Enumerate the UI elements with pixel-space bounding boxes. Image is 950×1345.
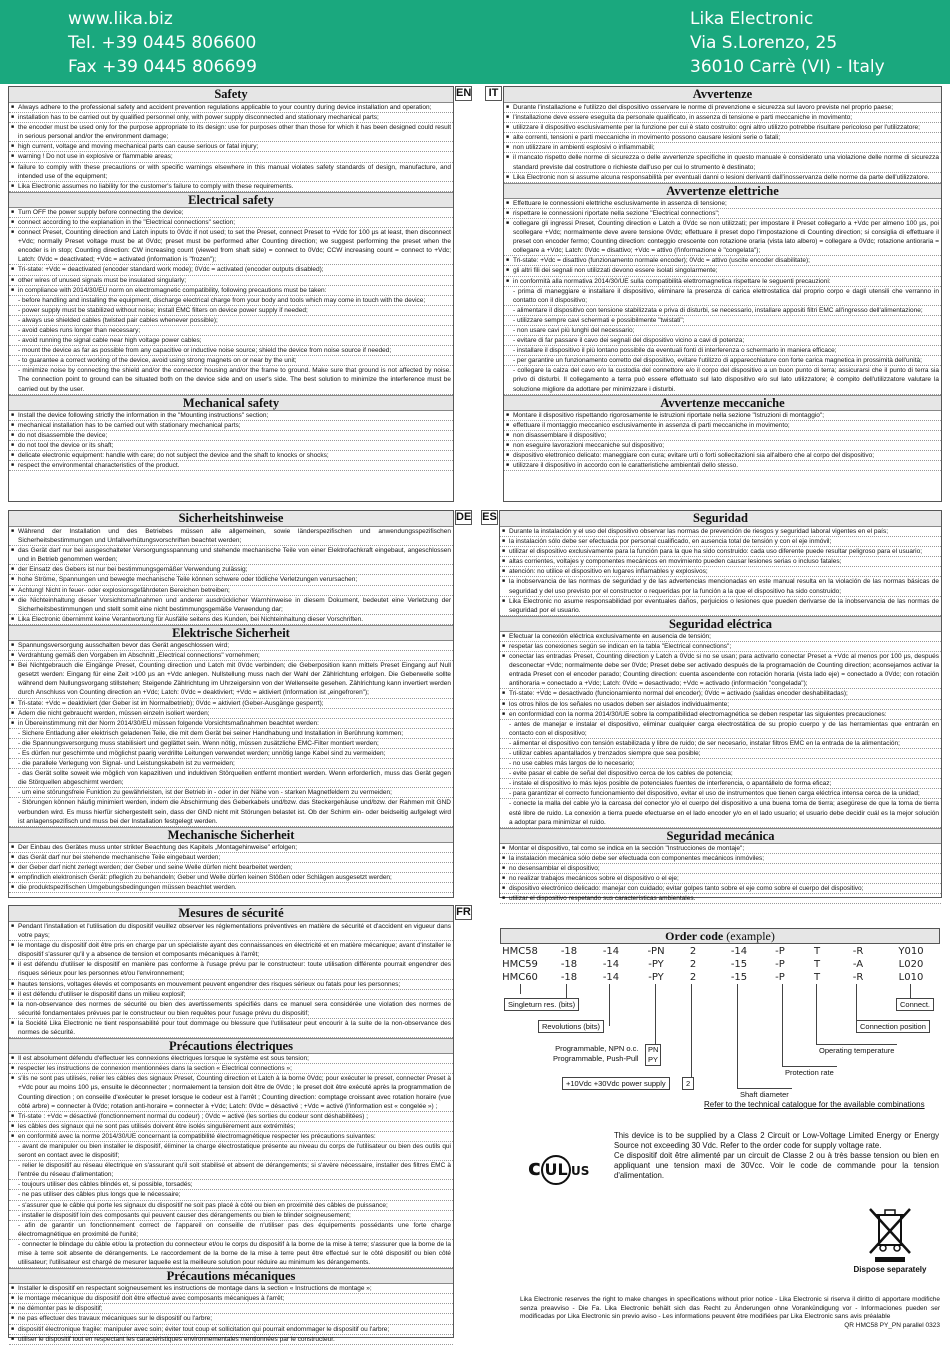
label-prog-npn: Programmable, NPN o.c. [555,1044,639,1053]
en-section [8,86,454,502]
order-code-cell: T [813,946,821,957]
list-item: - s'assurer que le câble qui porte les signaux du dispositif ne soit pas placé à côté ou bien en proximité des câbles de puissance; [9,1201,453,1211]
label-conn-pos: Connection position [856,1020,930,1033]
list-item: ■ other wires of unused signals must be insulated singularly; [9,276,453,286]
list-item: - always use shielded cables (twisted pair cables whenever possible); [9,316,453,326]
label-programmable [550,1044,641,1064]
contact-info [68,7,257,79]
es-electrical-list [500,632,941,828]
list-item: ■ Verdrahtung gemäß den Vorgaben im Abschnitt „Electrical connections" vornehmen; [9,651,453,661]
list-item: ■ the encoder must be used only for the purpose appropriate to its design: use for purposes other than those for which it has been designed could result in serious personal and/or the environment damage; [9,123,453,142]
order-code-cell: T [813,959,821,970]
crossed-bin-icon [865,1205,915,1263]
code-py: PY [648,1055,659,1064]
list-item: ■ mechanical installation has to be carried out with stationary mechanical parts; [9,421,453,431]
list-item: ■ Il est absolument défendu d'effectuer les connexions électriques lorsque le système est sous tension; [9,1054,453,1064]
list-item: ■ Effettuare le connessioni elettriche esclusivamente in assenza di tensione; [504,199,941,209]
cert-text-en: This device is to be supplied by a Class 2 Circuit or Low-Voltage Limited Energy or Energy Source not exceeding 30 Vdc. Refer to the order code for supply voltage rate. [614,1131,939,1150]
fr-electrical-list [9,1054,453,1268]
list-item: - afin de garantir un fonctionnement correct de l'appareil on conseille de n'utiliser pas des équipements possédants une forte charge électromagnétique en proximité de l'unité; [9,1221,453,1240]
list-item: ■ l'installazione deve essere eseguita da personale qualificato, in assenza di tensione e parti meccaniche in movimento; [504,113,941,123]
line-power [691,984,692,1078]
header-bar [0,0,950,84]
lang-tag-fr: FR [456,906,471,918]
label-shaft: Shaft diameter [737,1088,792,1100]
list-item: ■ la Société Lika Electronic ne tient responsabilité pour tout dommage ou blessure que l'utilisateur peut encourir à la suite de la non-observance des normes de sécurité. [9,1019,453,1038]
list-item: ■ Tri-state: +Vdc = disattivo (funzionamento normale encoder); 0Vdc = attivo (uscite encoder disabilitate); [504,256,941,266]
fr-mechanical-list [9,1284,453,1345]
order-code-cell: HMC58 [502,946,538,957]
list-item: - avant de manipuler ou bien installer le dispositif, éliminer la charge électrostatique présente au niveau du corps de l'utilisateur ou bien des outils qui seront en contact avec le dispositif; [9,1142,453,1161]
list-item: - um eine störungsfreie Funktion zu gewährleisten, ist der Betrieb in - oder in der Nähe von - starken Magnetfeldern zu vermeiden; [9,788,453,798]
list-item: ■ Adern die nicht gebraucht werden, müssen einzeln isoliert werden; [9,709,453,719]
label-output-codes [645,1044,661,1066]
list-item: - installare il dispositivo il più lontano possibile da eventuali fonti di interferenza o schermarlo in maniera efficace; [504,346,941,356]
list-item: ■ Efectuar la conexión eléctrica exclusivamente en ausencia de tensión; [500,632,941,642]
list-item: - alimentare il dispositivo con tensione stabilizzata e priva di disturbi, se necessario, installare appositi filtri EMC all'ingresso dell'alimentazione; [504,306,941,316]
list-item: ■ ne pas effectuer des travaux mécaniques sur le dispositif ou l'arbre; [9,1314,453,1324]
list-item: ■ respetar las conexiones según se indican en la tabla "Electrical connections"; [500,642,941,652]
line-revolutions [609,984,610,1026]
fr-safety-title: Mesures de sécurité [9,906,453,922]
es-mechanical-list [500,844,941,905]
de-electrical-list [9,641,453,827]
list-item: ■ en conformidad con la norma 2014/30/UE sobre la compatibilidad electromagnética se deben respetar las siguientes precauciones: [500,710,941,720]
fr-electrical-title: Précautions électriques [9,1038,453,1054]
order-code-cell: -A [852,959,864,970]
list-item: ■ dispositivo electrónico delicado: manejar con cuidado; evitar golpes tanto sobre el eje como sobre el cuerpo del dispositivo; [500,884,941,894]
list-item: ■ Montare il dispositivo rispettando rigorosamente le istruzioni riportate nella sezione "Istruzioni di montaggio"; [504,411,941,421]
dispose-text: Dispose separately [853,1265,927,1274]
en-electrical-title: Electrical safety [9,192,453,208]
list-item: ■ Installer le dispositif en respectant soigneusement les instructions de montage dans la section « Instructions de montage »; [9,1284,453,1294]
list-item: ■ Pendant l'installation et l'utilisation du dispositif veuillez observer les réglementations préventives en matière de sécurité et d'accident en vigueur dans votre pays; [9,922,453,941]
order-code-cell: HMC60 [502,972,538,983]
line-protection [782,984,783,1072]
lang-tag-en: EN [456,87,472,99]
order-code-cell: -14 [602,959,620,970]
list-item: ■ Install the device following strictly the information in the "Mounting instructions" section; [9,411,453,421]
order-code-cell: -P [775,946,785,957]
list-item: - no use cables más largos de lo necesario; [500,759,941,769]
list-item: ■ non utilizzare in ambienti esplosivi o infiammabili; [504,143,941,153]
list-item: ■ il est défendu d'utiliser le dispositif dans un milieu explosif; [9,990,453,1000]
list-item: ■ Lika Electronic übernimmt keine Verantwortung für Ausfälle seitens des Kunden, bei Nichteinhaltung dieser Vorschriften. [9,615,453,625]
list-item: ■ respecter les instructions de connexion mentionnées dans la section « Electrical connections »; [9,1064,453,1074]
lang-tag-es: ES [482,511,497,523]
label-temp: Operating temperature [816,1044,897,1056]
list-item: - evitare di far passare il cavo dei segnali del dispositivo vicino a cavi di potenza; [504,336,941,346]
list-item: - instale el dispositivo lo más lejos posible de potenciales fuentes de interferencia, o apantállelo de forma eficaz; [500,779,941,789]
footer [520,1296,940,1330]
list-item: - avoid running the signal cable near high voltage power cables; [9,336,453,346]
it-electrical-title: Avvertenze elettriche [504,183,941,199]
list-item: - evite pasar el cable de señal del dispositivo cerca de los cables de potencia; [500,769,941,779]
list-item: ■ no desensamblar el dispositivo; [500,864,941,874]
en-safety-title: Safety [9,87,453,103]
list-item: ■ high current, voltage and moving mechanical parts can cause serious or fatal injury; [9,142,453,152]
fax-text: Fax +39 0445 806699 [68,57,257,77]
line-shaft [737,984,738,1092]
order-code-diagram [500,928,940,1116]
order-code-title-text: Order code [665,929,724,943]
de-mechanical-list [9,843,453,893]
list-item: - to guarantee a correct working of the device, avoid using strong magnets on or near by the unit; [9,356,453,366]
city-text: 36010 Carrè (VI) - Italy [690,57,885,77]
certification-text [614,1131,939,1181]
it-safety-title: Avvertenze [504,87,941,103]
list-item: - non usare cavi più lunghi del necessario; [504,326,941,336]
es-safety-title: Seguridad [500,511,941,527]
list-item: ■ failure to comply with these precautions or with specific warnings elsewhere in this manual violates safety standards of design, manufacture, and intended use of the equipment; [9,163,453,182]
phone-text: Tel. +39 0445 806600 [68,33,257,53]
list-item: ■ utilizzare il dispositivo esclusivamente per la funzione per cui è stato costruito: ogni altro utilizzo potrebbe risultare pericoloso per l'utilizzatore; [504,123,941,133]
list-item: ■ Durante la instalación y el uso del dispositivo observar las normas de prevención de riesgos y seguridad laboral vigentes en el país; [500,527,941,537]
label-connect: Connect. [896,998,934,1011]
list-item: - Sichere Entladung aller elektrisch geladenen Teile, die mit dem Gerät bei seiner Handhabung und Installation in Berührung kommen; [9,729,453,739]
list-item: - die parallele Verlegung von Signal- und Leistungskabeln ist zu vermeiden; [9,759,453,769]
list-item: - conecte la malla del cable y/o la carcasa del conector y/o el cuerpo del dispositivo a una buena toma de tierra; asegúrese de que la toma de tierra esté libre de ruido. La conexión a tierra puede efectuarse en el lado encoder y/o en el lado usuario; el usuario debe decidir cuál es la mejor solución a adoptar para minimizar el ruido. [500,799,941,827]
ul-logo: c UL US [528,1155,589,1185]
list-item: ■ il est défendu d'utiliser le dispositif en manière pas conforme à l'usage prévu par le constructeur: toute utilisation différente pourrait engendrer des risques sérieux pour les personnes et/ou l'environnement; [9,960,453,979]
es-safety-list [500,527,941,616]
list-item: ■ installation has to be carried out by qualified personnel only, with power supply disconnected and stationary mechanical parts; [9,113,453,123]
list-item: ■ in Übereinstimmung mit der Norm 2014/30/EU müssen folgende Vorsichtsmaßnahmen beachtet werden: [9,719,453,729]
fr-safety-list [9,922,453,1038]
label-power: +10Vdc +30Vdc power supply [562,1077,670,1090]
list-item: ■ Der Einbau des Gerätes muss unter strikter Beachtung des Kapitels „Montagehinweise" erfolgen; [9,843,453,853]
order-code-cell: L020 [898,959,924,970]
list-item: - das Gerät sollte soweit wie möglich von kapazitiven und induktiven Störquellen entfernt montiert werden. Wenn erforderlich, muss das Gerät gegen die Störquellen abgeschirmt werden; [9,769,453,788]
list-item: - power supply must be stabilized without noise; install EMC filters on device power supply if needed; [9,306,453,316]
list-item: - Es dürfen nur geschirmte und möglichst paarig verdrillte Leitungen verwendet werden; unnötig lange Kabel sind zu vermeiden; [9,749,453,759]
list-item: - per garantire un funzionamento corretto del dispositivo, evitare l'utilizzo di apparecchiature con forte carica magnetica in prossimità dell'unità; [504,356,941,366]
line-conn-pos [856,984,857,1024]
list-item: ■ in compliance with 2014/30/EU norm on electromagnetic compatibility, following precautions must be taken: [9,286,453,296]
label-power-code: 2 [682,1077,694,1090]
list-item: ■ il mancato rispetto delle norme di sicurezza o delle avvertenze specifiche in questo manuale è considerato una violazione delle norme di sicurezza standard previste dal costruttore o richieste dall'uso per cui lo strumento è destinato; [504,153,941,172]
order-code-title-suffix: (example) [726,929,775,943]
list-item: ■ ne démonter pas le dispositif; [9,1304,453,1314]
order-code-cell: -PY [648,959,664,970]
order-code-cell: -P [775,972,785,983]
fr-section [8,905,454,1343]
document-reference: QR HMC58 PY_PN parallel 0323 [844,1321,940,1329]
order-code-cell: L010 [898,972,924,983]
it-mechanical-title: Avvertenze meccaniche [504,395,941,411]
list-item: ■ Lika Electronic no asume responsabilidad por eventuales daños, perjuicios o lesiones que pueden derivarse de la inobservancia de las normas de seguridad por el usuario. [500,597,941,616]
list-item: ■ Tri-state: +Vdc = desactivado (funcionamiento normal del encoder); 0Vdc = activado (salidas encoder deshabilitadas); [500,689,941,699]
list-item: ■ connect Preset, Counting direction and Latch inputs to 0Vdc if not used; to set the Preset, connect Preset to +Vdc for 100 µs at least, then disconnect +Vdc; normally Preset voltage must be at 0Vdc; preset must be performed after Counting direction; we suggest performing the preset when the encoder is in stop; Counting direction: CW increasing count (viewed from shaft side) = connect to 0Vdc; CCW increasing count = connect to +Vdc; Latch: 0Vdc = deactivated; +Vdc = activated (information is "frozen"); [9,228,453,265]
es-mechanical-title: Seguridad mecánica [500,828,941,844]
order-code-cell: -14 [730,946,748,957]
list-item: - alimentar el dispositivo con tensión estabilizada y libre de ruido; de ser necesario, instalar filtros EMC en la entrada de la alimentación; [500,739,941,749]
order-code-cell: -R [852,946,864,957]
list-item: ■ effettuare il montaggio meccanico esclusivamente in assenza di parti meccaniche in movimento; [504,421,941,431]
catalog-reference: Refer to the technical catalogue for the available combinations [704,1100,925,1109]
en-mechanical-list [9,411,453,472]
list-item: ■ Achtung! Nicht in feuer- oder explosionsgefährdeten Bereichen betreiben; [9,586,453,596]
list-item: ■ Bei Nichtgebrauch die Eingänge Preset, Counting direction und Latch mit 0Vdc verbinden; die Geberposition kann mittels Preset Eingang auf Null gesetzt werden: Eingang für eine Zeit >100 µs an +Vdc anlegen. Nullstellung muss nach der Wahl der Zählrichtung erfolgen. Die Geberwelle sollte während dem Nullungsvorgang stillstehen; Steigende Zählrichtung im Uhrzeigersinn von der Wellenseite gesehen. Zählrichtung kann invertiert werden durch Anschluss von Counting direction an +Vdc; Latch: 0Vdc = deaktiviert; +Vdc = aktiviert (Information ist „eingefroren"); [9,661,453,698]
order-code-cell: 2 [689,972,697,983]
list-item: ■ Montar el dispositivo, tal como se indica en la sección "Instrucciones de montaje"; [500,844,941,854]
order-code-cell: -P [775,959,785,970]
list-item: - ne pas utiliser des câbles plus longs que le nécessaire; [9,1190,453,1200]
list-item: ■ los otros hilos de los señales no usados deben ser aislados individualmente; [500,700,941,710]
list-item: ■ atención: no utilice el dispositivo en lugares inflamables y explosivos; [500,567,941,577]
list-item: ■ conectar las entradas Preset, Counting direction y Latch a 0Vdc si no se usan; para activarlo conectar Preset a +Vdc al menos por 100 µs, después desconectar +Vdc; normalmente debe ser 0Vdc; Preset debe ser activado después de la programación de Counting direction; aconsejamos activar la entrada Preset con el encoder parado; Counting direction: cuenta ascendente con rotación horaria (vista lado eje) = conectado a 0Vdc; con rotación antihoraria = conectado a +Vdc; Latch: 0Vdc = desactivado; +Vdc = activado (información "congelada"); [500,652,941,689]
label-singleturn: Singleturn res. (bits) [504,998,579,1011]
cert-text-fr: Ce dispositif doit être alimenté par un circuit de Classe 2 ou à très basse tension ou bien en appliquant une tension maxi de 30Vcc. Voir le code de commande pour la tension d'alimentation. [614,1151,939,1180]
order-code-cell: Y010 [898,946,924,957]
list-item: ■ die Nichteinhaltung dieser Vorsichtsmaßnahmen und anderer ausdrücklicher Warnhinweise in diesem Dokument, bedeutet eine Verletzung der Sicherheitsbestimmungen und stellt somit eine nicht bestimmungsgemäße Verwendung dar; [9,596,453,615]
list-item: ■ Spannungsversorgung ausschalten bevor das Gerät angeschlossen wird; [9,641,453,651]
es-section [499,510,942,903]
list-item: ■ Tri-state: +Vdc = deaktiviert (der Geber ist im Normalbetrieb); 0Vdc = aktiviert (Geber-Ausgänge gesperrt); [9,699,453,709]
list-item: ■ la instalación sólo debe ser efectuada por personal cualificado, en ausencia total de tensión y con el eje inmóvil; [500,537,941,547]
list-item: ■ le montage mécanique du dispositif doit être effectué avec composants mécaniques à l'arrêt; [9,1294,453,1304]
list-item: ■ das Gerät darf nur bei ausgeschalteter Versorgungsspannung und stehende mechanische Teile von einer Elektrofachkraft eingebaut, angeschlossen und in Betrieb genommen werden; [9,546,453,565]
list-item: ■ hohe Ströme, Spannungen und bewegte mechanische Teile können schwere oder tödliche Verletzungen verursachen; [9,575,453,585]
list-item: - minimize noise by connecting the shield and/or the connector housing and/or the frame to ground. Make sure that ground is not affected by noise. The connection point to ground can be situated both on the device side and on user's side. The best solution to minimize the interference must be carried out by the user. [9,366,453,394]
order-code-row [500,946,940,959]
list-item: ■ la non-observance des normes de sécurité ou bien des avertissements spécifiés dans ce manuel sera considérée une violation des normes de sécurité fondamentales prévues par le constructeur ou bien requêtes pour l'usage prévu du dispositif; [9,1000,453,1019]
en-safety-list [9,103,453,192]
list-item: ■ der Einsatz des Gebers ist nur bei bestimmungsgemäßer Verwendung zulässig; [9,565,453,575]
list-item: ■ s'ils ne sont pas utilisés, relier les câbles des signaux Preset, Counting direction et Latch à la borne 0Vdc; pour exécuter le preset, connecter Preset à +Vdc pour au moins 100 µs, ensuite le déconnecter ; normalement la tension doit être de 0Vdc ; le preset doit être exécuté après la programmation de Counting direction ; on conseille d'exécuter le preset lorsque le codeur est à l'arrêt ; Counting direction: comptage croissant avec rotation horaire (vue côté arbre) = connecter à 0Vdc; rotation anti-horaire = connecter à +Vdc; Latch: 0Vdc = désactivé ; +Vdc = activé (l'information est « congelée ») ; [9,1074,453,1111]
list-item: ■ non disassemblare il dispositivo; [504,431,941,441]
list-item: ■ Tri-state: +Vdc = deactivated (encoder standard work mode); 0Vdc = activated (encoder outputs disabled); [9,265,453,275]
it-mechanical-list [504,411,941,472]
order-code-cell: -R [852,972,864,983]
list-item: ■ Turn OFF the power supply before connecting the device; [9,208,453,218]
order-code-cell: -15 [730,959,748,970]
list-item: ■ utilizzare il dispositivo in accordo con le caratteristiche ambientali dello stesso. [504,461,941,471]
list-item: ■ die produktspezifischen Umgebungsbedingungen müssen beachtet werden. [9,883,453,893]
label-protection: Protection rate [782,1066,837,1078]
list-item: ■ utiliser le dispositif tout en respectant les caractéristiques environnementales mentionnées par le constructeur. [9,1335,453,1345]
list-item: ■ les câbles des signaux qui ne sont pas utilisés doivent être isolés singulièrement aux extrémités; [9,1122,453,1132]
order-code-cell: -PY [648,972,664,983]
order-code-cell: T [813,972,821,983]
en-electrical-list [9,208,453,395]
it-section [503,86,942,502]
order-code-cell: -15 [730,972,748,983]
order-code-cell: -18 [560,972,578,983]
list-item: ■ Tri-state : +Vdc = désactivé (fonctionnement normal du codeur) ; 0Vdc = activé (les sorties du codeur sont déshabilitées) ; [9,1112,453,1122]
list-item: - relier le dispositif au réseau électrique en s'assurant qu'il soit stabilisé et absent de dérangements; si s'avère nécessaire, installer des filtres EMC à l'entrée du réseau d'alimentation; [9,1161,453,1180]
list-item: ■ Während der Installation und des Betriebes müssen alle allgemeinen, sowie länderspezifischen und anwendungsspezifischen Sicherheitsbestimmungen und Unfallverhütungsvorschriften beachtet werden; [9,527,453,546]
list-item: ■ rispettare le connessioni riportate nella sezione "Electrical connections"; [504,209,941,219]
order-code-title [500,928,940,944]
de-safety-list [9,527,453,625]
line-temp [816,984,817,1048]
de-section [8,510,454,898]
website-text: www.lika.biz [68,9,173,29]
street-text: Via S.Lorenzo, 25 [690,33,838,53]
list-item: ■ der Geber darf nicht zerlegt werden; der Geber und seine Welle dürfen nicht bearbeitet werden; [9,863,453,873]
list-item: ■ non eseguire lavorazioni meccaniche sul dispositivo; [504,441,941,451]
fr-mechanical-title: Précautions mécaniques [9,1268,453,1284]
list-item: ■ das Gerät darf nur bei stehende mechanische Teile eingebaut werden; [9,853,453,863]
list-item: ■ utilizar el dispositivo respetando sus características ambientales. [500,894,941,904]
line-model [520,984,521,994]
order-code-cell: -PN [647,946,665,957]
list-item: ■ delicate electronic equipment: handle with care; do not subject the device and the shaft to knocks or shocks; [9,451,453,461]
list-item: - Störungen können häufig minimiert werden, indem die Abschirmung des Geberkabels und/bzw. das Steckergehäuse und/bzw. der Rahmen mit GND verbunden wird. Es muss hierfür sichergestellt sein, dass der GND nicht mit Störungen belastet ist. Ob der Schirm ein- oder beidseitig aufgelegt wird ist anlagenspezifisch und muss bei der Installation festgelegt werden. [9,798,453,826]
label-revolutions: Revolutions (bits) [538,1020,604,1033]
de-electrical-title: Elektrische Sicherheit [9,625,453,641]
certification-block [520,1125,940,1199]
list-item: ■ do not disassemble the device; [9,431,453,441]
list-item: ■ dispositif électronique fragile: manipuler avec soin; éviter tout coup et sollicitation qui pourrait endommager le dispositif ou l'arbre; [9,1325,453,1335]
list-item: - toujours utiliser des câbles blindés et, si possible, torsadés; [9,1180,453,1190]
list-item: - installer le dispositif loin des composants qui peuvent causer des dérangements ou bien le blinder soigneusement; [9,1211,453,1221]
list-item: ■ no realizar trabajos mecánicos sobre el dispositivo o el eje; [500,874,941,884]
list-item: ■ Lika Electronic assumes no liability for the customer's failure to comply with these requirements. [9,182,453,192]
de-safety-title: Sicherheitshinweise [9,511,453,527]
order-code-cell: -18 [560,959,578,970]
it-safety-list [504,103,941,183]
order-code-cell: 2 [689,959,697,970]
list-item: ■ do not tool the device or its shaft; [9,441,453,451]
order-code-row [500,959,940,972]
order-code-cell: 2 [689,946,697,957]
list-item: ■ le montage du dispositif doit être pris en charge par un spécialiste ayant des connaissances en électricité et en matière mécanique; avant d'installer le dispositif s'assurer qu'il y a absence de tension et composants mécaniques à l'arrêt; [9,941,453,960]
code-pn: PN [648,1045,659,1054]
list-item: ■ hautes tensions, voltages élevés et composants en mouvement peuvent engendrer des risques sérieux ou fatals pour les personnes; [9,980,453,990]
list-item: ■ dispositivo elettronico delicato: maneggiare con cura; evitare urti o forti sollecitazioni sia all'albero che al corpo del dispositivo; [504,451,941,461]
list-item: ■ gli altri fili dei segnali non utilizzati devono essere isolati singolarmente; [504,266,941,276]
list-item: ■ connect according to the explanation in the "Electrical connections" section; [9,218,453,228]
list-item: ■ in conformità alla normativa 2014/30/UE sulla compatibilità elettromagnetica rispettare le seguenti precauzioni: [504,277,941,287]
company-address [690,7,885,79]
list-item: ■ altas corrientes, voltajes y componentes mecánicos en movimiento pueden causar lesiones serias o incluso fatales; [500,557,941,567]
order-code-cell: -14 [602,946,620,957]
company-name: Lika Electronic [690,9,814,29]
list-item: - before handling and installing the equipment, discharge electrical charge from your body and tools which may come in touch with the device; [9,296,453,306]
list-item: ■ empfindlich elektronisch Gerät: pfleglich zu behandeln; Geber und Welle dürfen keinen Stößen oder Schlägen ausgesetzt werden; [9,873,453,883]
list-item: ■ Lika Electronic non si assume alcuna responsabilità per eventuali danni o lesioni derivanti dall'inosservanza delle norme da parte dell'utilizzatore. [504,173,941,183]
list-item: - prima di maneggiare e installare il dispositivo, eliminare la presenza di carica elettrostatica dal proprio corpo e dagli utensili che verranno in contatto con il dispositivo; [504,287,941,306]
list-item: ■ respect the environmental characteristics of the product. [9,461,453,471]
list-item: ■ Always adhere to the professional safety and accident prevention regulations applicable to your country during device installation and operation; [9,103,453,113]
de-mechanical-title: Mechanische Sicherheit [9,827,453,843]
list-item: ■ utilizar el dispositivo exclusivamente para la función para la que ha sido construido: cada uso diferente puede resultar peligroso para el usuario; [500,547,941,557]
list-item: - utilizzare sempre cavi schermati e possibilmente "twistati"; [504,316,941,326]
en-mechanical-title: Mechanical safety [9,395,453,411]
list-item: ■ la inobservancia de las normas de seguridad y de las advertencias mencionadas en este manual resulta en la violación de las normas básicas de seguridad y del uso previsto por el constructor o requeridas por la función a la que el dispositivo ha sido construido; [500,577,941,596]
list-item: - connecter le blindage du câble et/ou la protection du connecteur et/ou le corps du dispositif à la borne de la mise à terre; s'assurer que la borne de la mise à terre soit absente de dérangements. Le raccordement de la borne de la mise à terre peut être effectué sur le côté dispositif ou bien côté utilisateur; l'utilisateur est chargé de mesurer laquelle est la meilleure solution pour réduire au minimum les dérangements. [9,1240,453,1268]
order-code-cell: -14 [602,972,620,983]
order-code-cell: -18 [560,946,578,957]
list-item: ■ alte correnti, tensioni e parti meccaniche in movimento possono causare lesioni serie o fatali; [504,133,941,143]
label-prog-pp: Programmable, Push-Pull [553,1054,639,1063]
list-item: ■ la instalación mecánica sólo debe ser efectuada con componentes mecánicos inmóviles; [500,854,941,864]
list-item: ■ collegare gli ingressi Preset, Counting direction e Latch a 0Vdc se non utilizzati; per impostare il Preset collegarlo a +Vdc per almeno 100 µs, poi scollegare +Vdc; normalmente deve avere tensione 0Vdc; effettuare il preset dopo l'impostazione di Counting direction; si consiglia di effettuare il preset con encoder fermo; Counting direction: conteggio crescente con rotazione oraria (vista lato albero) = collegare a 0Vdc; rotazione antioraria = collegare a +Vdc; Latch: 0Vdc = disattivo; +Vdc = attivo (l'informazione è "congelata"); [504,219,941,256]
list-item: ■ warning ! Do not use in explosive or flammable areas; [9,152,453,162]
es-electrical-title: Seguridad eléctrica [500,616,941,632]
line-output [655,984,656,1046]
list-item: - mount the device as far as possible from any capacitive or inductive noise source; shield the device from noise source if needed; [9,346,453,356]
list-item: - collegare la calza del cavo e/o la custodia del connettore e/o il corpo del dispositivo a un buon punto di terra; assicurarsi che il punto di terra sia privo di disturbi. Il collegamento a terra può essere effettuato sul lato dispositivo e/o sul lato utilizzatore; è compito dell'utilizzatore valutare la soluzione migliore da adottare per minimizzare i disturbi. [504,366,941,394]
weee-block [840,1205,940,1274]
list-item: - utilizar cables apantallados y trenzados siempre que sea posible; [500,749,941,759]
list-item: - avoid cables runs longer than necessary; [9,326,453,336]
lang-tag-it: IT [485,86,502,101]
lang-tag-de: DE [456,511,472,523]
list-item: ■ en conformité avec la norme 2014/30/UE concernant la compatibilité électromagnétique respecter les précautions suivantes: [9,1132,453,1142]
list-item: - die Spannungsversorgung muss stabilisiert und geglättet sein. Wenn nötig, müssen zusätzliche EMC-Filter montiert werden; [9,739,453,749]
disclaimer-text: Lika Electronic reserves the right to make changes in specifications without prior notice - Lika Electronic si riserva il diritto di apportare modifiche senza preavviso - Die Fa. Lika Electronic behält sich das Recht zu Änderungen ohne Vorankündigung vor - Informaciones pueden ser modificadas por Lika Electronic sin previo aviso - Les informations peuvent être modifiées par Lika Electronic sans avis préalable [520,1296,940,1321]
list-item: ■ Durante l'installazione e l'utilizzo del dispositivo osservare le norme di prevenzione e sicurezza sul lavoro previste nel proprio paese; [504,103,941,113]
order-code-cell: HMC59 [502,959,538,970]
it-electrical-list [504,199,941,395]
list-item: - para garantizar el correcto funcionamiento del dispositivo, evitar el uso de instrumentos que tienen carga eléctrica intensa cerca de la unidad; [500,789,941,799]
list-item: - antes de manejar e instalar el dispositivo, eliminar cualquier carga electrostática de su propio cuerpo y de las herramientas que entrarán en contacto con el dispositivo; [500,720,941,739]
